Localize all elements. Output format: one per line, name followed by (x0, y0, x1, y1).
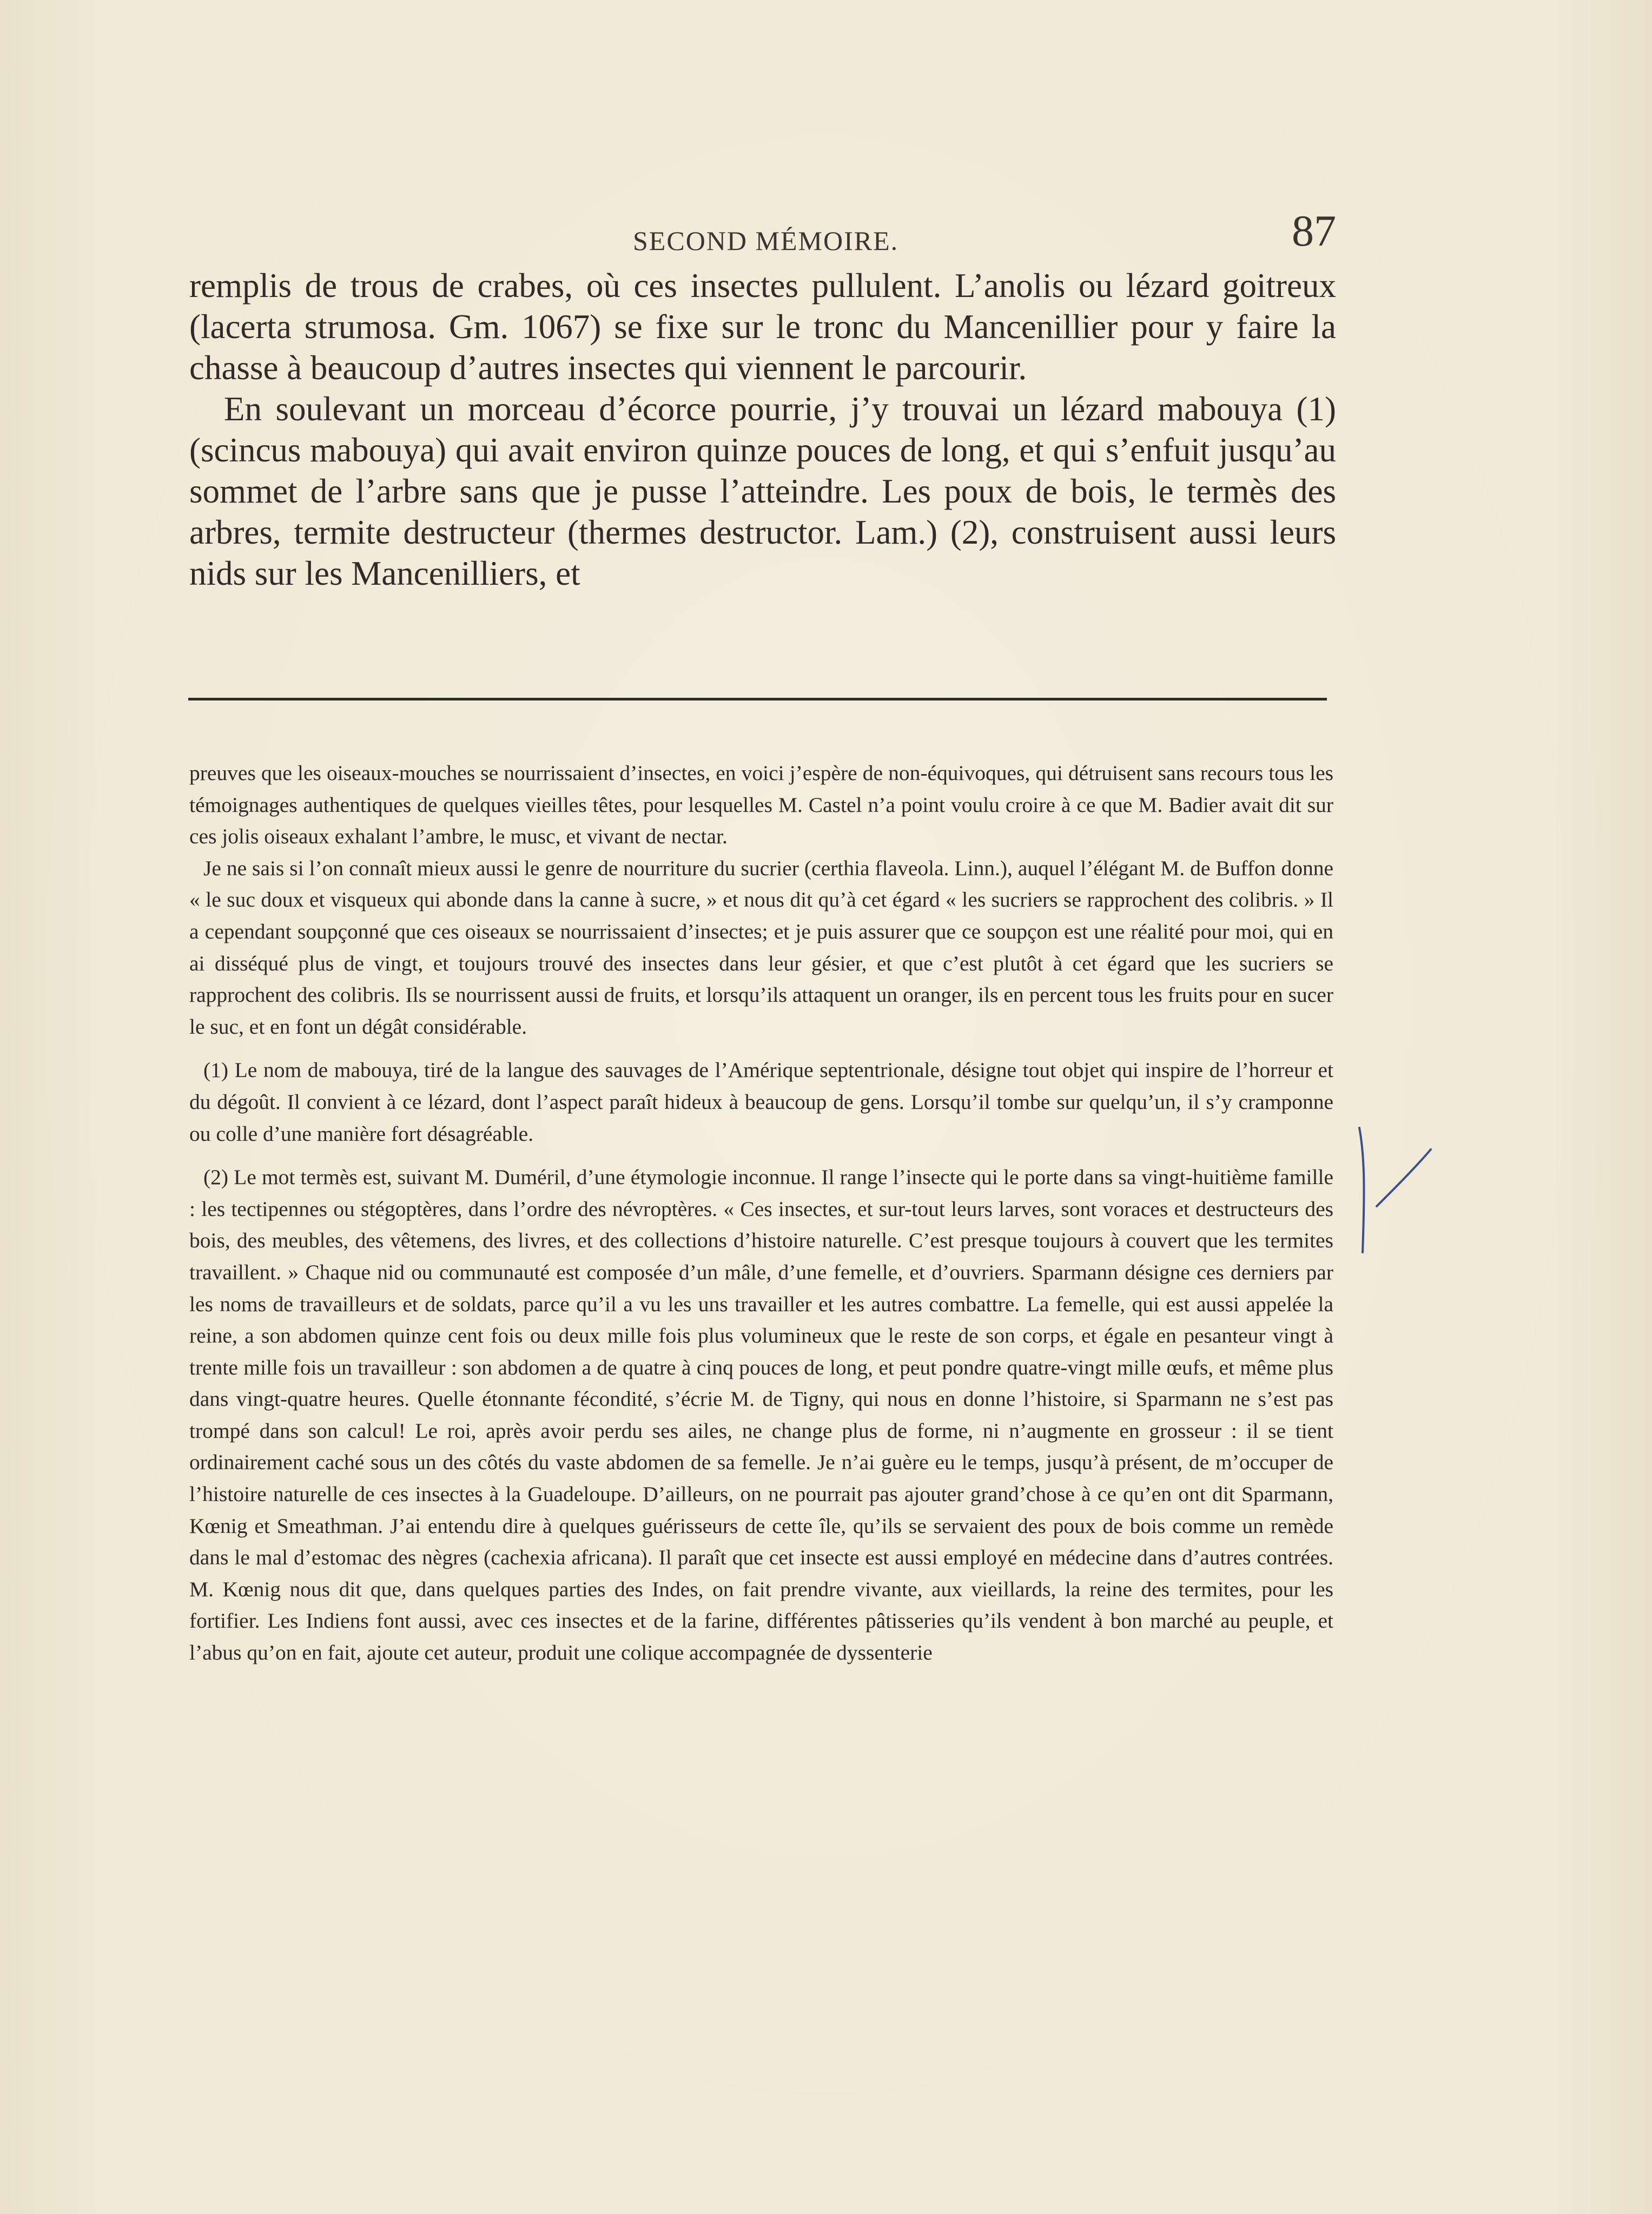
page-number: 87 (1292, 206, 1336, 255)
margin-pencil-mark (1355, 1125, 1436, 1255)
running-title: SECOND MÉMOIRE. (633, 226, 899, 256)
main-paragraph: En soulevant un morceau d’écorce pourrie, j’y trouvai un lézard mabouya (1) (scincus mabouya) qui avait environ quinze pouces de long, et qui s’enfuit jusqu’au sommet de l’arbre sans que je pusse l’atteindre. Les poux de bois, le termès des arbres, termite destructeur (thermes destructor. Lam.) (2), construisent aussi leurs nids sur les Mancenilliers, et (189, 390, 1336, 592)
footnote-divider (188, 698, 1327, 700)
main-text (189, 265, 1336, 594)
main-paragraph: remplis de trous de crabes, où ces insectes pullulent. L’anolis ou lézard goitreux (lacerta strumosa. Gm. 1067) se fixe sur le tronc du Mancenillier pour y faire la chasse à beaucoup d’autres insectes qui viennent le parcourir. (189, 267, 1336, 387)
page-header (189, 206, 1336, 265)
footnote-1: (1) Le nom de mabouya, tiré de la langue des sauvages de l’Amérique septentrionale, désigne tout objet qui inspire de l’horreur et du dégoût. Il convient à ce lézard, dont l’aspect paraît hideux à beaucoup de gens. Lorsqu’il tombe sur quelqu’un, il s’y cramponne ou colle d’une manière fort désagréable. (189, 1058, 1333, 1146)
footnote-continuation: preuves que les oiseaux-mouches se nourrissaient d’insectes, en voici j’espère de non-équivoques, qui détruisent sans recours tous les témoignages authentiques de quelques vieilles têtes, pour lesquelles M. Castel n’a point voulu croire à ce que M. Badier avait dit sur ces jolis oiseaux exhalant l’ambre, le musc, et vivant de nectar. (189, 761, 1333, 849)
footnote-2: (2) Le mot termès est, suivant M. Duméril, d’une étymologie inconnue. Il range l’insecte qui le porte dans sa vingt-huitième famille : les tectipennes ou stégoptères, dans l’ordre des névroptères. « Ces insectes, et sur-tout leurs larves, sont voraces et destructeurs des bois, des meubles, des vêtemens, des livres, et des collections d’histoire naturelle. C’est presque toujours à couvert que les termites travaillent. » Chaque nid ou communauté est composée d’un mâle, d’une femelle, et d’ouvriers. Sparmann désigne ces derniers par les noms de travailleurs et de soldats, parce qu’il a vu les uns travailler et les autres combattre. La femelle, qui est aussi appelée la reine, a son abdomen quinze cent fois ou deux mille fois plus volumineux que le reste de son corps, et égale en pesanteur vingt à trente mille fois un travailleur : son abdomen a de quatre à cinq pouces de long, et peut pondre quatre-vingt mille œufs, et même plus dans vingt-quatre heures. Quelle étonnante fécondité, s’écrie M. de Tigny, qui nous en donne l’histoire, si Sparmann ne s’est pas trompé dans son calcul! Le roi, après avoir perdu ses ailes, ne change plus de forme, ni n’augmente en grosseur : il se tient ordinairement caché sous un des côtés du vaste abdomen de sa femelle. Je n’ai guère eu le temps, jusqu’à présent, de m’occuper de l’histoire naturelle de ces insectes à la Guadeloupe. D’ailleurs, on ne pourrait pas ajouter grand’chose à ce qu’en ont dit Sparmann, Kœnig et Smeathman. J’ai entendu dire à quelques guérisseurs de cette île, qu’ils se servaient des poux de bois comme un remède dans le mal d’estomac des nègres (cachexia africana). Il paraît que cet insecte est aussi employé en médecine dans d’autres contrées. M. Kœnig nous dit que, dans quelques parties des Indes, on fait prendre vivante, aux vieillards, la reine des termites, pour les fortifier. Les Indiens font aussi, avec ces insectes et de la farine, différentes pâtisseries qu’ils vendent à bon marché au peuple, et l’abus qu’on en fait, ajoute cet auteur, produit une colique accompagnée de dyssenterie (189, 1165, 1333, 1665)
footnote-sucrier: Je ne sais si l’on connaît mieux aussi le genre de nourriture du sucrier (certhia flaveola. Linn.), auquel l’élégant M. de Buffon donne « le suc doux et visqueux qui abonde dans la canne à sucre, » et nous dit qu’à cet égard « les sucriers se rapprochent des colibris. » Il a cependant soupçonné que ces oiseaux se nourrissaient d’insectes; et je puis assurer que ce soupçon est une réalité pour moi, qui en ai disséqué plus de vingt, et toujours trouvé des insectes dans leur gésier, et que c’est plutôt à cet égard que les sucriers se rapprochent des colibris. Ils se nourrissent aussi de fruits, et lorsqu’ils attaquent un oranger, ils en percent tous les fruits pour en sucer le suc, et en font un dégât considérable. (189, 856, 1333, 1039)
footnotes (189, 757, 1333, 1669)
